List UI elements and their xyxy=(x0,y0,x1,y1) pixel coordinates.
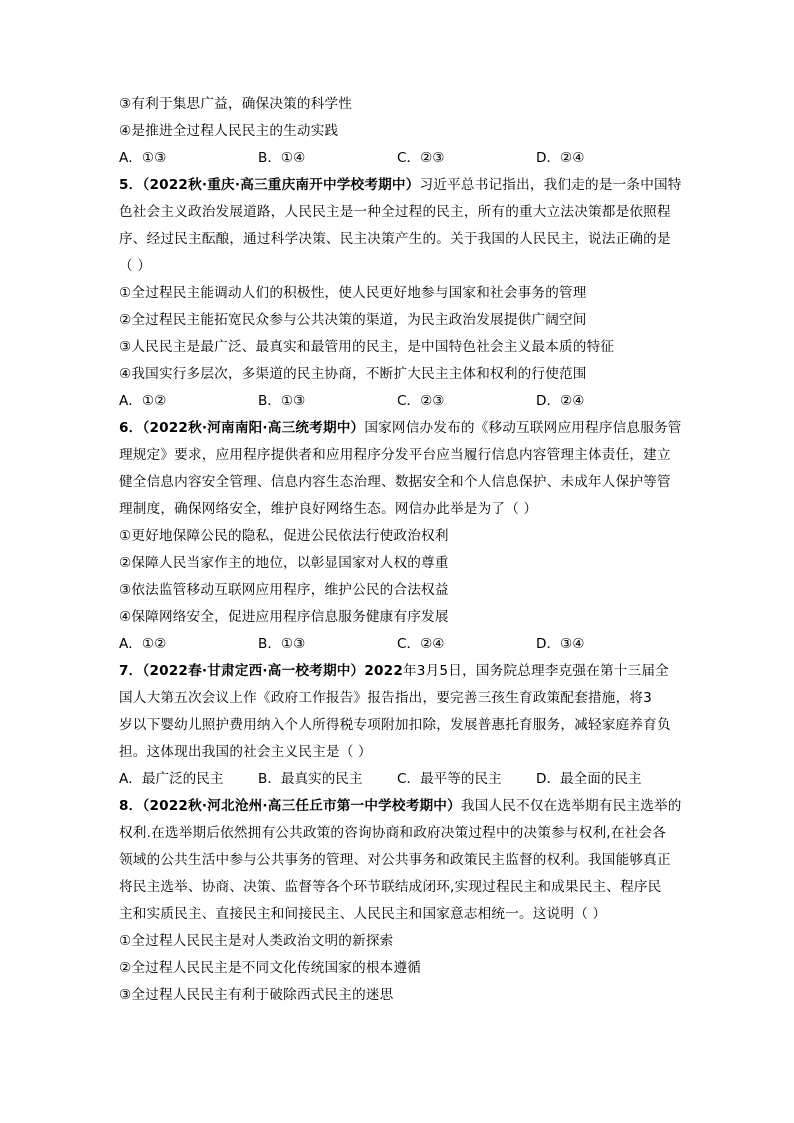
stem-text: 理制度，确保网络安全，维护良好网络生态。网信办此举是为了（ ） xyxy=(119,501,538,517)
statement-item: ③依法监管移动互联网应用程序，维护公民的合法权益 xyxy=(119,582,449,598)
statement-item: ①全过程民主能调动人们的积极性，使人民更好地参与国家和社会事务的管理 xyxy=(119,285,587,301)
question-number: 8． xyxy=(119,798,143,814)
option-d: D．②④ xyxy=(536,150,585,166)
option-a: A．①② xyxy=(119,393,167,409)
question-5-stem xyxy=(119,172,682,199)
option-b: B．①③ xyxy=(258,393,306,409)
answer-options xyxy=(119,766,679,793)
answer-options xyxy=(119,145,679,172)
stem-year: 2022 xyxy=(364,663,403,679)
option-c: C．②③ xyxy=(397,150,445,166)
stem-text: 习近平总书记指出，我们走的是一条中国特 xyxy=(419,177,682,193)
option-d: D．②④ xyxy=(536,393,585,409)
option-d: D．③④ xyxy=(536,636,585,652)
question-number: 6． xyxy=(119,420,143,436)
option-c: C．②④ xyxy=(397,636,445,652)
answer-options xyxy=(119,388,679,415)
statement-item: ②全过程人民民主是不同文化传统国家的根本遵循 xyxy=(119,960,422,976)
stem-text: 将民主选举、协商、决策、监督等各个环节联结成闭环,实现过程民主和成果民主、程序民 xyxy=(119,879,662,895)
stem-text: 健全信息内容安全管理、信息内容生态治理、数据安全和个人信息保护、未成年人保护等管 xyxy=(119,474,671,490)
option-b: B．①④ xyxy=(258,150,306,166)
question-number: 5． xyxy=(119,177,143,193)
statement-item: ①更好地保障公民的隐私，促进公民依法行使政治权利 xyxy=(119,528,449,544)
stem-text: 国人大第五次会议上作《政府工作报告》报告指出，要完善三孩生育政策配套措施，将3 xyxy=(119,690,653,706)
question-source: （2022春·甘肃定西·高一校考期中） xyxy=(142,663,365,679)
statement-item: ③全过程人民民主有利于破除西式民主的迷思 xyxy=(119,987,394,1003)
question-source: （2022秋·河北沧州·高三任丘市第一中学校考期中） xyxy=(142,798,461,814)
statement-item: ①全过程人民民主是对人类政治文明的新探索 xyxy=(119,933,394,949)
stem-text: 理规定》要求，应用程序提供者和应用程序分发平台应当履行信息内容管理主体责任，建立 xyxy=(119,447,671,463)
answer-options xyxy=(119,631,679,658)
statement-item: ②全过程民主能拓宽民众参与公共决策的渠道，为民主政治发展提供广阔空间 xyxy=(119,312,587,328)
stem-text: 担。这体现出我国的社会主义民主是（ ） xyxy=(119,744,372,760)
option-d: D．最全面的民主 xyxy=(536,771,642,787)
statement-item: ④是推进全过程人民民主的生动实践 xyxy=(119,123,339,139)
option-c: C．最平等的民主 xyxy=(397,771,502,787)
statement-item: ③有利于集思广益，确保决策的科学性 xyxy=(119,96,353,112)
option-b: B．最真实的民主 xyxy=(258,771,363,787)
stem-text: （ ） xyxy=(119,258,152,274)
stem-text: 我国人民不仅在选举期有民主选举的 xyxy=(460,798,682,814)
stem-text: 权利.在选举期后依然拥有公共政策的咨询协商和政府决策过程中的决策参与权利,在社会各 xyxy=(119,825,666,841)
statement-item: ②保障人民当家作主的地位，以彰显国家对人权的尊重 xyxy=(119,555,449,571)
option-a: A．①③ xyxy=(119,150,167,166)
option-c: C．②③ xyxy=(397,393,445,409)
stem-text: 岁以下婴幼儿照护费用纳入个人所得税专项附加扣除，发展普惠托育服务，减轻家庭养育负 xyxy=(119,717,671,733)
option-b: B．①③ xyxy=(258,636,306,652)
statement-item: ③人民民主是最广泛、最真实和最管用的民主，是中国特色社会主义最本质的特征 xyxy=(119,339,615,355)
question-source: （2022秋·河南南阳·高三统考期中） xyxy=(142,420,365,436)
stem-text: 色社会主义政治发展道路，人民民主是一种全过程的民主，所有的重大立法决策都是依照程 xyxy=(119,204,671,220)
question-8-stem xyxy=(119,793,682,820)
stem-text: 序、经过民主酝酿，通过科学决策、民主决策产生的。关于我国的人民民主，说法正确的是 xyxy=(119,231,671,247)
question-7-stem xyxy=(119,658,679,685)
option-a: A．①② xyxy=(119,636,167,652)
option-a: A．最广泛的民主 xyxy=(119,771,224,787)
stem-text: 国家网信办发布的《移动互联网应用程序信息服务管 xyxy=(364,420,682,436)
statement-item: ④保障网络安全，促进应用程序信息服务健康有序发展 xyxy=(119,609,449,625)
question-number: 7． xyxy=(119,663,143,679)
stem-text: 领域的公共生活中参与公共事务的管理、对公共事务和政策民主监督的权利。我国能够真正 xyxy=(119,852,671,868)
stem-text: 主和实质民主、直接民主和间接民主、人民民主和国家意志相统一。这说明（ ） xyxy=(119,906,607,922)
stem-text: 年3月5日，国务院总理李克强在第十三届全 xyxy=(402,663,669,679)
statement-item: ④我国实行多层次，多渠道的民主协商，不断扩大民主主体和权利的行使范围 xyxy=(119,366,587,382)
question-content xyxy=(119,91,682,1009)
question-6-stem xyxy=(119,415,682,442)
question-source: （2022秋·重庆·高三重庆南开中学校考期中） xyxy=(142,177,420,193)
